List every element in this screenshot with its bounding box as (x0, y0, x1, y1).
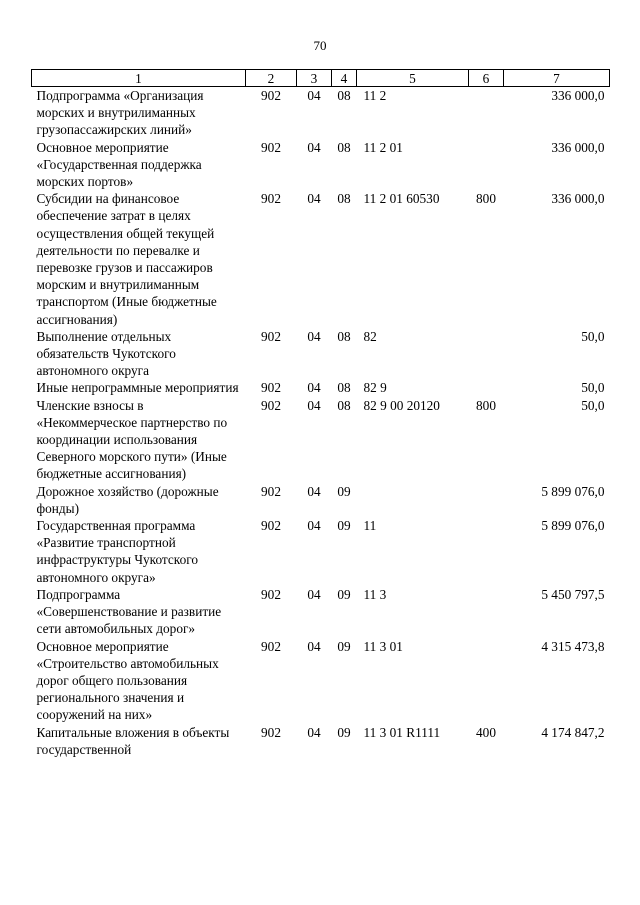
grbs-code-cell: 902 (261, 328, 281, 344)
amount-cell: 50,0 (581, 328, 605, 344)
table-row (32, 724, 610, 758)
grbs-code-cell: 902 (261, 518, 281, 534)
subsection-code-cell: 09 (337, 483, 351, 499)
expense-type-cell (469, 379, 504, 396)
expense-type-cell (469, 517, 504, 586)
expense-type-cell: 400 (476, 724, 496, 740)
subsection-code-cell: 08 (337, 328, 351, 344)
row-name-cell: Членские взносы в «Некоммерческое партнерство по координации использования Северного морского пути» (Иные бюджетные ассигнования) (36, 397, 228, 482)
row-name-cell: Государственная программа «Развитие транспортной инфраструктуры Чукотского автономного округа» (36, 518, 198, 585)
table-row (32, 397, 610, 483)
grbs-code-cell: 902 (261, 397, 281, 413)
header-cell: 1 (32, 70, 246, 87)
section-code-cell: 04 (307, 328, 321, 344)
subsection-code-cell: 08 (337, 88, 351, 103)
row-name-cell: Основное мероприятие «Государственная поддержка морских портов» (36, 139, 202, 190)
target-article-cell: 11 2 (363, 88, 387, 103)
section-code-cell: 04 (307, 397, 321, 413)
expense-type-cell (469, 638, 504, 724)
expense-type-cell: 800 (476, 397, 496, 413)
table-row (32, 379, 610, 396)
row-name-cell: Дорожное хозяйство (дорожные фонды) (36, 483, 219, 516)
page-number: 70 (313, 38, 327, 53)
amount-cell: 5 450 797,5 (541, 586, 605, 602)
amount-cell: 5 899 076,0 (541, 483, 605, 499)
grbs-code-cell: 902 (261, 380, 281, 396)
amount-cell: 4 174 847,2 (541, 724, 605, 740)
header-cell: 5 (357, 70, 469, 87)
subsection-code-cell: 09 (337, 518, 351, 534)
amount-cell: 336 000,0 (551, 139, 605, 155)
grbs-code-cell: 902 (261, 724, 281, 740)
target-article-cell: 82 9 00 20120 (363, 397, 440, 413)
header-row (32, 70, 610, 87)
target-article-cell: 82 (363, 328, 377, 344)
header-cell: 6 (469, 70, 504, 87)
subsection-code-cell: 08 (337, 191, 351, 207)
table-row (32, 139, 610, 191)
row-name-cell: Иные непрограммные мероприятия (36, 380, 239, 396)
header-cell: 3 (297, 70, 332, 87)
target-article-cell: 11 3 01 R1111 (363, 724, 441, 740)
target-article-cell: 11 3 (363, 586, 387, 602)
subsection-code-cell: 09 (337, 638, 351, 654)
subsection-code-cell: 08 (337, 380, 351, 396)
header-cell: 4 (332, 70, 357, 87)
grbs-code-cell: 902 (261, 191, 281, 207)
row-name-cell: Основное мероприятие «Строительство автомобильных дорог общего пользования регионального значения и сооружений на них» (36, 638, 219, 723)
table-row (32, 328, 610, 380)
amount-cell: 50,0 (581, 397, 605, 413)
table-row (32, 638, 610, 724)
subsection-code-cell: 08 (337, 139, 351, 155)
subsection-code-cell: 09 (337, 724, 351, 740)
amount-cell: 336 000,0 (551, 88, 605, 103)
section-code-cell: 04 (307, 586, 321, 602)
section-code-cell: 04 (307, 638, 321, 654)
grbs-code-cell: 902 (261, 638, 281, 654)
subsection-code-cell: 08 (337, 397, 351, 413)
table-row (32, 87, 610, 139)
expense-type-cell (469, 483, 504, 517)
amount-cell: 336 000,0 (551, 191, 605, 207)
expense-type-cell (469, 328, 504, 380)
row-name-cell: Субсидии на финансовое обеспечение затрат в целях осуществления общей текущей деятельности по перевалке и перевозке грузов и пассажиров морским и внутрилиманным транспортом (Иные бюджетные ассигнования) (36, 191, 217, 327)
header-cell: 7 (504, 70, 610, 87)
section-code-cell: 04 (307, 191, 321, 207)
grbs-code-cell: 902 (261, 483, 281, 499)
target-article-cell: 11 (363, 518, 377, 534)
target-article-cell: 11 2 01 60530 (363, 191, 440, 207)
amount-cell: 4 315 473,8 (541, 638, 605, 654)
header-cell: 2 (246, 70, 297, 87)
target-article-cell: 82 9 (363, 380, 387, 396)
target-article-cell: 11 2 01 (363, 139, 403, 155)
amount-cell: 50,0 (581, 380, 605, 396)
section-code-cell: 04 (307, 518, 321, 534)
row-name-cell: Подпрограмма «Организация морских и внутрилиманных грузопассажирских линий» (36, 88, 204, 138)
table-row (32, 483, 610, 517)
table-body (32, 87, 610, 758)
grbs-code-cell: 902 (261, 586, 281, 602)
section-code-cell: 04 (307, 88, 321, 103)
table-row (32, 190, 610, 328)
row-name-cell: Подпрограмма «Совершенствование и развитие сети автомобильных дорог» (36, 586, 222, 637)
expense-type-cell (469, 139, 504, 191)
table-row (32, 586, 610, 638)
expense-type-cell: 800 (476, 191, 496, 207)
grbs-code-cell: 902 (261, 88, 281, 103)
amount-cell: 5 899 076,0 (541, 518, 605, 534)
expense-type-cell (469, 87, 504, 139)
target-article-cell (357, 483, 469, 517)
table-row (32, 517, 610, 586)
grbs-code-cell: 902 (261, 139, 281, 155)
section-code-cell: 04 (307, 483, 321, 499)
row-name-cell: Выполнение отдельных обязательств Чукотского автономного округа (36, 328, 176, 379)
target-article-cell: 11 3 01 (363, 638, 403, 654)
section-code-cell: 04 (307, 380, 321, 396)
expense-type-cell (469, 586, 504, 638)
section-code-cell: 04 (307, 724, 321, 740)
section-code-cell: 04 (307, 139, 321, 155)
row-name-cell: Капитальные вложения в объекты государственной (36, 724, 230, 757)
budget-table (31, 69, 610, 758)
subsection-code-cell: 09 (337, 586, 351, 602)
